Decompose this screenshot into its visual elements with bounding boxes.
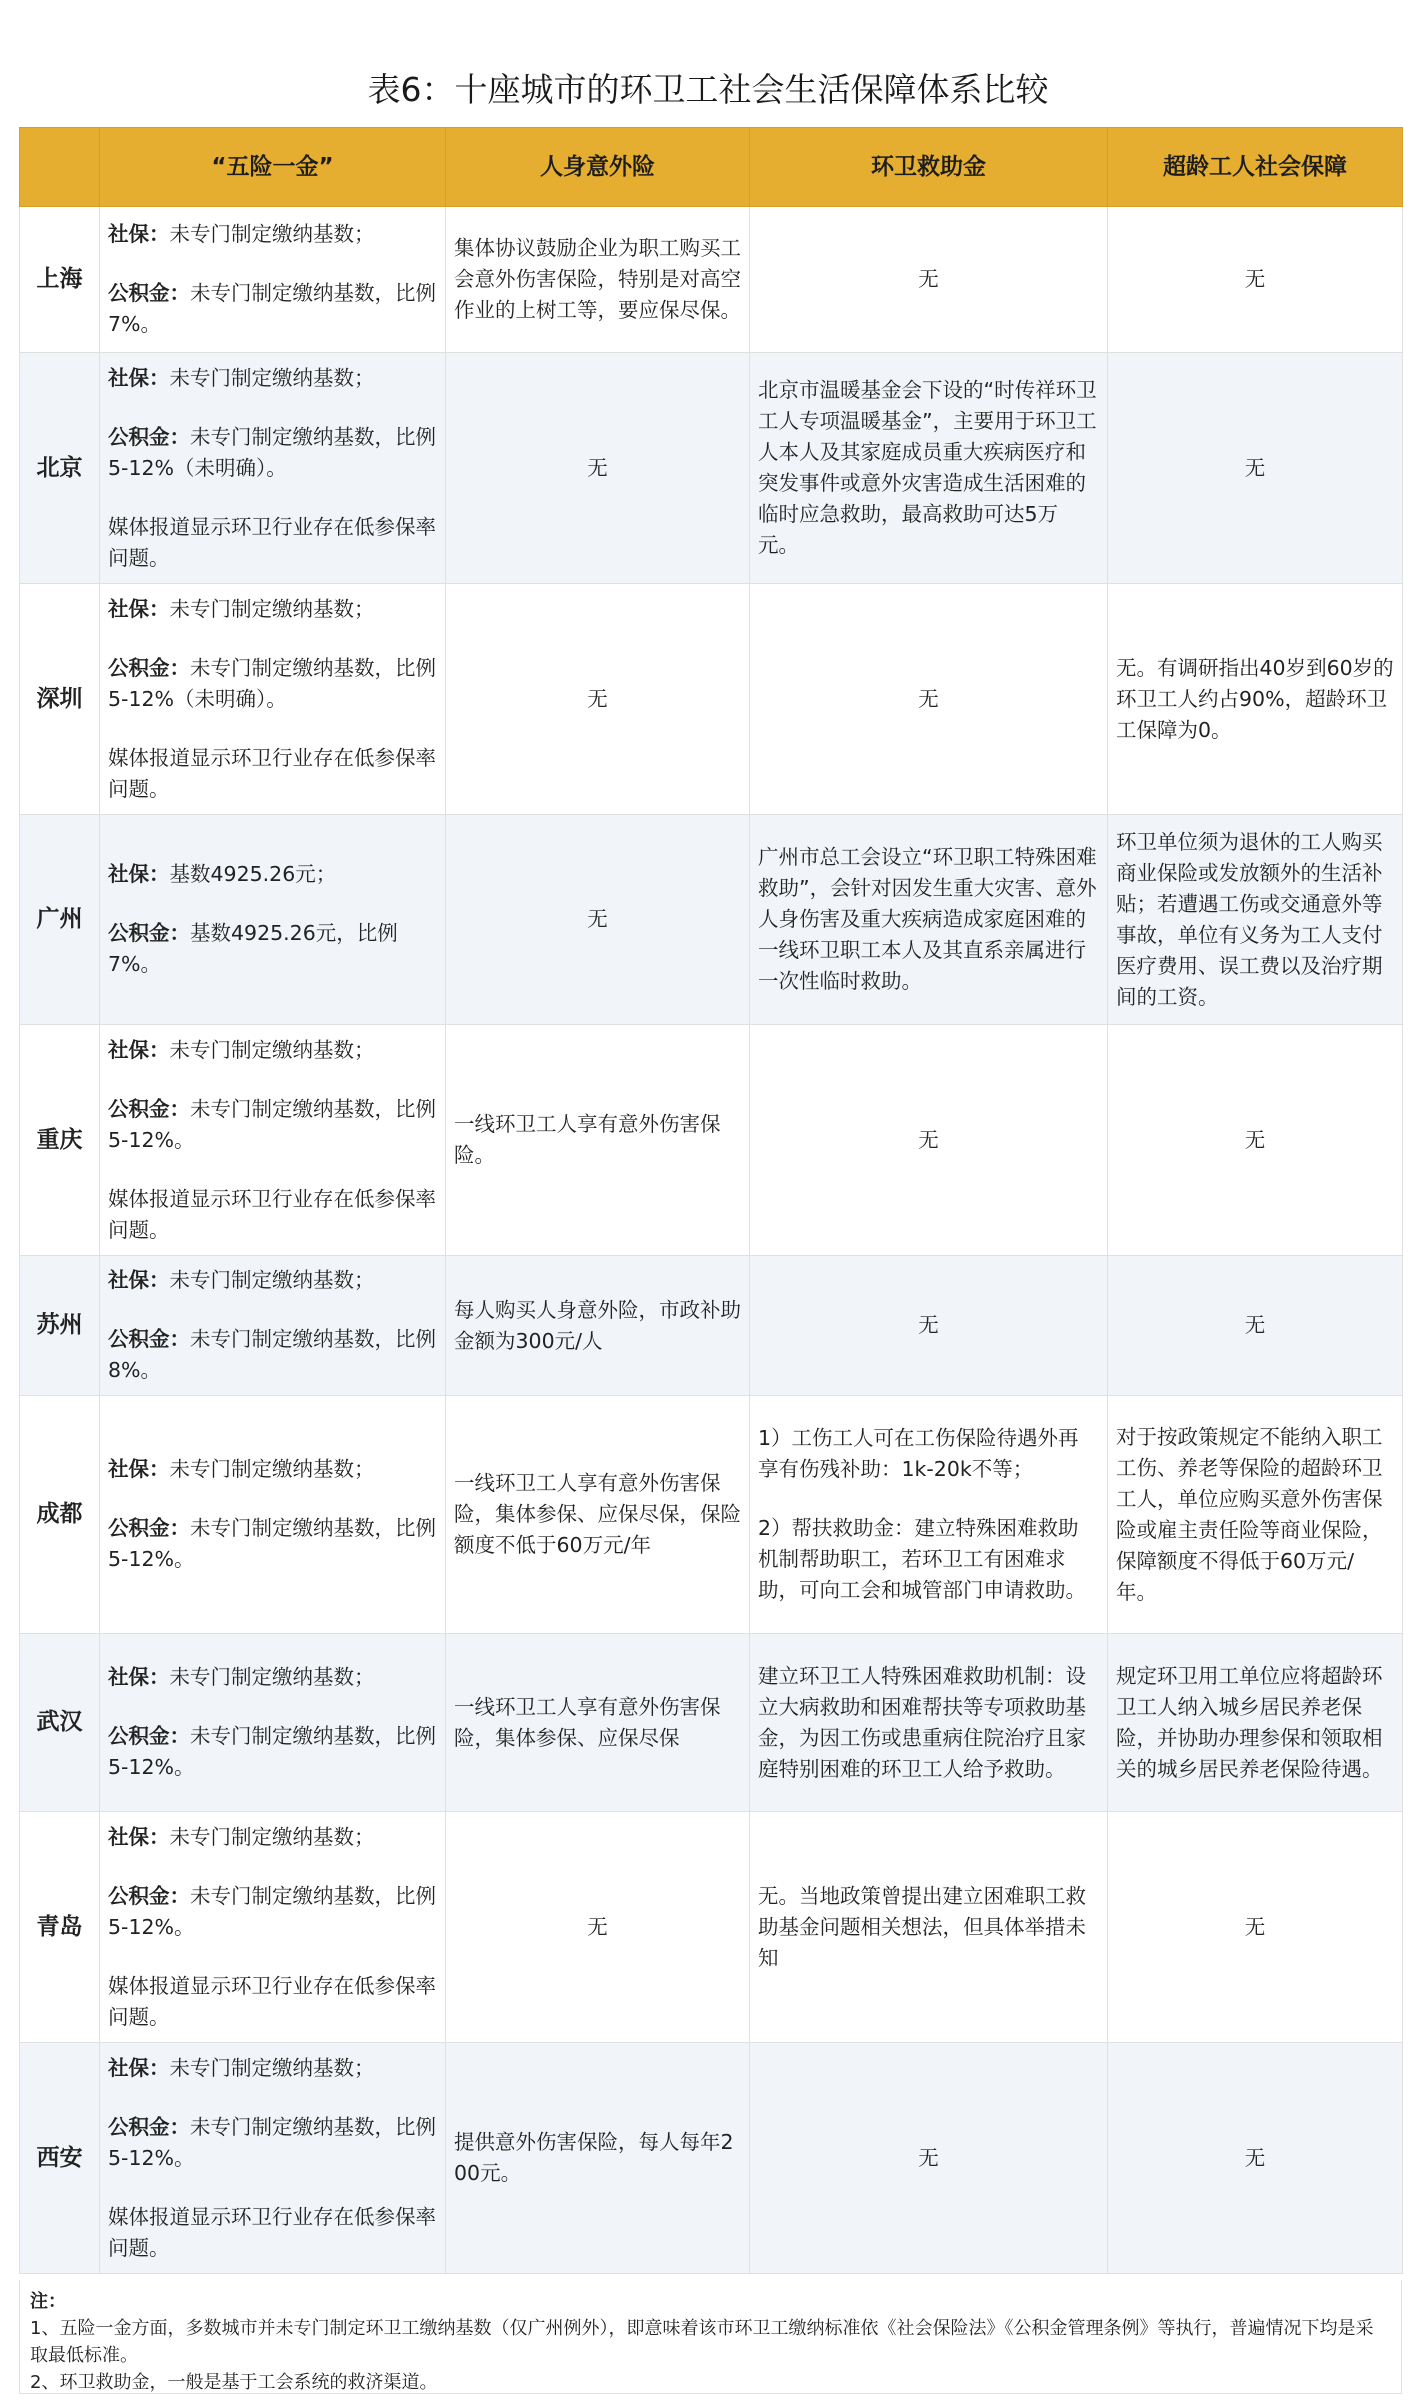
fund-value: 未专门制定缴纳基数，比例5-12%。 xyxy=(108,1883,436,1939)
city-cell: 成都 xyxy=(20,1396,100,1634)
table-row xyxy=(20,353,1403,584)
city-cell: 青岛 xyxy=(20,1812,100,2043)
relief-text: 无 xyxy=(918,2145,939,2170)
social-label: 社保： xyxy=(108,2055,170,2080)
social-value: 基数4925.26元； xyxy=(169,862,337,886)
social-label: 社保： xyxy=(108,222,170,246)
insurance-cell: 一线环卫工人享有意外伤害保险。 xyxy=(446,1025,750,1256)
fund-value: 基数4925.26元，比例7%。 xyxy=(108,921,398,976)
relief-text: 无。当地政策曾提出建立困难职工救助基金问题相关想法，但具体举措未知 xyxy=(758,1883,1086,1970)
senior-cell: 对于按政策规定不能纳入职工工伤、养老等保险的超龄环卫工人，单位应购买意外伤害保险或雇主责任险等商业保险，保障额度不得低于60万元/年。 xyxy=(1108,1396,1403,1634)
relief-text: 建立环卫工人特殊困难救助机制：设立大病救助和困难帮扶等专项救助基金，为因工伤或患重病住院治疗且家庭特别困难的环卫工人给予救助。 xyxy=(758,1663,1086,1781)
media-note: 媒体报道显示环卫行业存在低参保率问题。 xyxy=(108,1186,436,1242)
social-value: 未专门制定缴纳基数； xyxy=(169,1457,375,1481)
fund-label: 公积金： xyxy=(108,281,190,305)
fund-label: 公积金： xyxy=(108,424,190,449)
table-row xyxy=(20,1025,1403,1256)
social-value: 未专门制定缴纳基数； xyxy=(169,2055,375,2080)
senior-cell: 无 xyxy=(1108,2043,1403,2274)
city-cell: 北京 xyxy=(20,353,100,584)
social-label: 社保： xyxy=(108,1824,170,1849)
social-value: 未专门制定缴纳基数； xyxy=(169,365,375,390)
table-row xyxy=(20,1812,1403,2043)
social-label: 社保： xyxy=(108,596,170,621)
fund-value: 未专门制定缴纳基数，比例5-12%。 xyxy=(108,1516,436,1571)
relief-cell xyxy=(750,1256,1108,1396)
relief-cell xyxy=(750,1812,1108,2043)
five-insurances-cell xyxy=(100,815,446,1025)
social-value: 未专门制定缴纳基数； xyxy=(169,1824,375,1849)
social-value: 未专门制定缴纳基数； xyxy=(169,1268,375,1292)
insurance-cell: 一线环卫工人享有意外伤害保险，集体参保、应保尽保，保险额度不低于60万元/年 xyxy=(446,1396,750,1634)
relief-text: 无 xyxy=(918,686,939,711)
social-label: 社保： xyxy=(108,365,170,390)
table-row xyxy=(20,2043,1403,2274)
senior-cell: 无 xyxy=(1108,1025,1403,1256)
fund-value: 未专门制定缴纳基数，比例5-12%。 xyxy=(108,1724,436,1779)
note-line: 2、环卫救助金，一般是基于工会系统的救济渠道。 xyxy=(30,2372,438,2393)
fund-label: 公积金： xyxy=(108,2114,190,2139)
header-accident-insurance: 人身意外险 xyxy=(446,128,750,207)
five-insurances-cell xyxy=(100,207,446,353)
insurance-cell: 无 xyxy=(446,353,750,584)
relief-item: 2）帮扶救助金：建立特殊困难救助机制帮助职工，若环卫工有困难求助，可向工会和城管部门申请救助。 xyxy=(758,1516,1086,1602)
social-value: 未专门制定缴纳基数； xyxy=(169,596,375,621)
insurance-cell: 无 xyxy=(446,815,750,1025)
five-insurances-cell xyxy=(100,353,446,584)
city-cell: 上海 xyxy=(20,207,100,353)
table-row xyxy=(20,1396,1403,1634)
senior-cell: 无 xyxy=(1108,1256,1403,1396)
senior-cell: 环卫单位须为退休的工人购买商业保险或发放额外的生活补贴；若遭遇工伤或交通意外等事故，单位有义务为工人支付医疗费用、误工费以及治疗期间的工资。 xyxy=(1108,815,1403,1025)
header-senior-security: 超龄工人社会保障 xyxy=(1108,128,1403,207)
table-row xyxy=(20,1256,1403,1396)
five-insurances-cell xyxy=(100,2043,446,2274)
social-label: 社保： xyxy=(108,1037,170,1062)
table-row xyxy=(20,584,1403,815)
relief-cell xyxy=(750,815,1108,1025)
relief-cell xyxy=(750,1396,1108,1634)
city-cell: 重庆 xyxy=(20,1025,100,1256)
fund-value: 未专门制定缴纳基数，比例5-12%（未明确）。 xyxy=(108,655,436,711)
city-cell: 武汉 xyxy=(20,1634,100,1812)
header-city xyxy=(20,128,100,207)
fund-label: 公积金： xyxy=(108,1096,190,1121)
fund-value: 未专门制定缴纳基数，比例7%。 xyxy=(108,281,436,336)
senior-cell: 无。有调研指出40岁到60岁的环卫工人约占90%，超龄环卫工保障为0。 xyxy=(1108,584,1403,815)
table-row xyxy=(20,1634,1403,1812)
relief-cell xyxy=(750,353,1108,584)
header-row xyxy=(20,128,1403,207)
relief-text: 无 xyxy=(918,1127,939,1152)
senior-cell: 无 xyxy=(1108,207,1403,353)
media-note: 媒体报道显示环卫行业存在低参保率问题。 xyxy=(108,2204,436,2260)
city-cell: 苏州 xyxy=(20,1256,100,1396)
senior-cell: 无 xyxy=(1108,1812,1403,2043)
fund-value: 未专门制定缴纳基数，比例5-12%。 xyxy=(108,1096,436,1152)
city-cell: 广州 xyxy=(20,815,100,1025)
relief-text: 北京市温暖基金会下设的“时传祥环卫工人专项温暖基金”，主要用于环卫工人本人及其家庭成员重大疾病医疗和突发事件或意外灾害造成生活困难的临时应急救助，最高救助可达5万元。 xyxy=(758,378,1097,557)
media-note: 媒体报道显示环卫行业存在低参保率问题。 xyxy=(108,514,436,570)
fund-label: 公积金： xyxy=(108,1883,190,1908)
fund-label: 公积金： xyxy=(108,655,190,680)
fund-value: 未专门制定缴纳基数，比例5-12%。 xyxy=(108,2114,436,2170)
fund-value: 未专门制定缴纳基数，比例5-12%（未明确）。 xyxy=(108,424,436,480)
comparison-table xyxy=(19,127,1403,2274)
city-cell: 深圳 xyxy=(20,584,100,815)
fund-label: 公积金： xyxy=(108,1327,190,1351)
city-cell: 西安 xyxy=(20,2043,100,2274)
relief-cell xyxy=(750,1025,1108,1256)
insurance-cell: 一线环卫工人享有意外伤害保险，集体参保、应保尽保 xyxy=(446,1634,750,1812)
social-label: 社保： xyxy=(108,1268,170,1292)
note-line: 1、五险一金方面，多数城市并未专门制定环卫工缴纳基数（仅广州例外），即意味着该市环卫工缴纳标准依《社会保险法》《公积金管理条例》等执行，普遍情况下均是采取最低标准。 xyxy=(30,2318,1374,2366)
insurance-cell: 每人购买人身意外险，市政补助金额为300元/人 xyxy=(446,1256,750,1396)
social-value: 未专门制定缴纳基数； xyxy=(169,1037,375,1062)
relief-text: 无 xyxy=(918,267,939,291)
relief-cell xyxy=(750,584,1108,815)
five-insurances-cell xyxy=(100,1812,446,2043)
fund-label: 公积金： xyxy=(108,1516,190,1540)
senior-cell: 无 xyxy=(1108,353,1403,584)
relief-text: 广州市总工会设立“环卫职工特殊困难救助”，会针对因发生重大灾害、意外人身伤害及重大疾病造成家庭困难的一线环卫职工本人及其直系亲属进行一次性临时救助。 xyxy=(758,845,1097,993)
fund-label: 公积金： xyxy=(108,921,190,945)
relief-cell xyxy=(750,207,1108,353)
five-insurances-cell xyxy=(100,1634,446,1812)
fund-label: 公积金： xyxy=(108,1724,190,1748)
insurance-cell: 集体协议鼓励企业为职工购买工会意外伤害保险，特别是对高空作业的上树工等，要应保尽保。 xyxy=(446,207,750,353)
insurance-cell: 提供意外伤害保险，每人每年200元。 xyxy=(446,2043,750,2274)
insurance-cell: 无 xyxy=(446,1812,750,2043)
relief-cell xyxy=(750,2043,1108,2274)
notes-section xyxy=(19,2280,1402,2394)
header-relief-fund: 环卫救助金 xyxy=(750,128,1108,207)
relief-cell xyxy=(750,1634,1108,1812)
relief-text: 无 xyxy=(918,1313,939,1337)
header-five-insurances: “五险一金” xyxy=(100,128,446,207)
media-note: 媒体报道显示环卫行业存在低参保率问题。 xyxy=(108,745,436,801)
social-label: 社保： xyxy=(108,862,170,886)
social-label: 社保： xyxy=(108,1665,170,1689)
relief-item: 1）工伤工人可在工伤保险待遇外再享有伤残补助：1k-20k不等； xyxy=(758,1426,1079,1481)
notes-title: 注： xyxy=(30,2291,66,2312)
five-insurances-cell xyxy=(100,1256,446,1396)
senior-cell: 规定环卫用工单位应将超龄环卫工人纳入城乡居民养老保险，并协助办理参保和领取相关的城乡居民养老保险待遇。 xyxy=(1108,1634,1403,1812)
fund-value: 未专门制定缴纳基数，比例8%。 xyxy=(108,1327,436,1382)
social-label: 社保： xyxy=(108,1457,170,1481)
media-note: 媒体报道显示环卫行业存在低参保率问题。 xyxy=(108,1973,436,2029)
table-title: 表6：十座城市的环卫工社会生活保障体系比较 xyxy=(367,70,1049,109)
social-value: 未专门制定缴纳基数； xyxy=(169,1665,375,1689)
social-value: 未专门制定缴纳基数； xyxy=(169,222,375,246)
five-insurances-cell xyxy=(100,584,446,815)
table-row xyxy=(20,815,1403,1025)
five-insurances-cell xyxy=(100,1025,446,1256)
insurance-cell: 无 xyxy=(446,584,750,815)
five-insurances-cell xyxy=(100,1396,446,1634)
table-row xyxy=(20,207,1403,353)
